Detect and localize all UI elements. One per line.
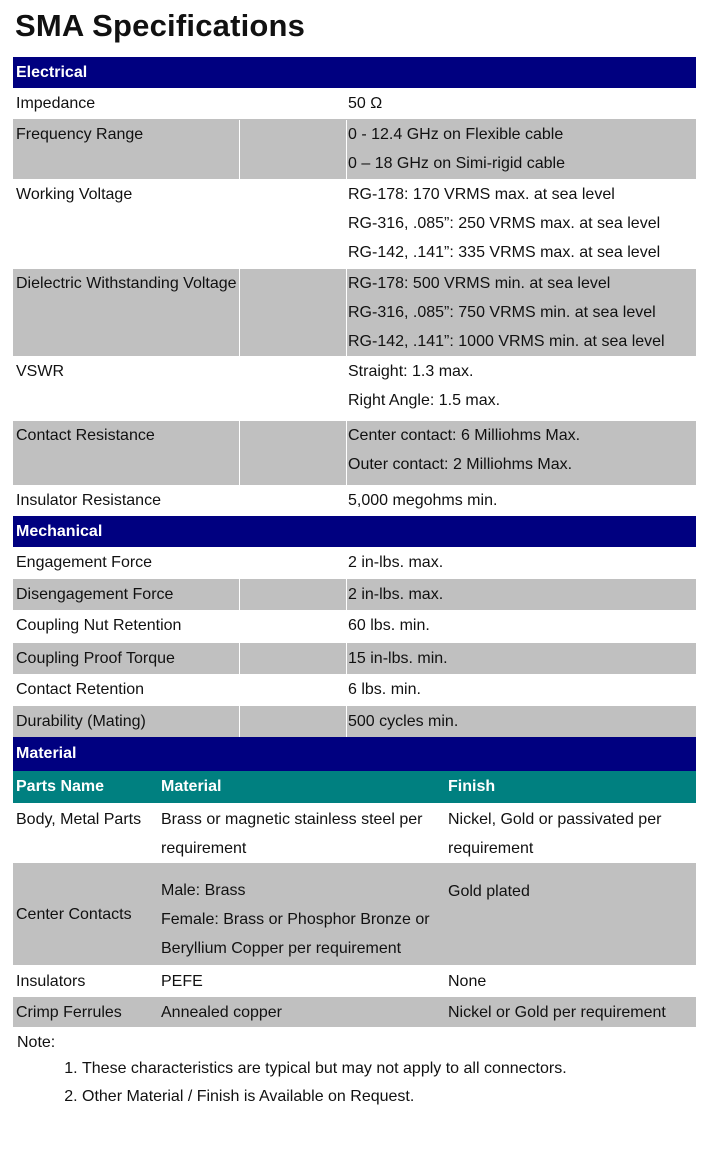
spec-label: Impedance	[16, 95, 96, 112]
spec-value: RG-316, .085”: 250 VRMS max. at sea level	[348, 215, 661, 232]
spec-row-coupling-nut-retention	[13, 610, 696, 643]
spec-label: Dielectric Withstanding Voltage	[16, 275, 237, 292]
spec-value: RG-316, .085”: 750 VRMS min. at sea level	[348, 304, 656, 321]
part-finish: Nickel or Gold per requirement	[448, 1004, 666, 1021]
spec-label: VSWR	[16, 363, 64, 380]
spec-value: RG-178: 170 VRMS max. at sea level	[348, 186, 615, 203]
notes-section	[13, 1031, 696, 1111]
note-item: 1. These characteristics are typical but may not apply to all connectors.	[82, 1055, 696, 1083]
spec-value: Outer contact: 2 Milliohms Max.	[348, 456, 573, 473]
spec-value: 5,000 megohms min.	[348, 492, 498, 509]
part-name: Center Contacts	[16, 905, 132, 923]
spec-label: Contact Retention	[16, 681, 145, 698]
notes-list	[13, 1055, 696, 1111]
spec-row-contact-resistance	[13, 421, 696, 485]
column-header-parts-name: Parts Name	[16, 778, 105, 795]
column-header-material: Material	[161, 778, 222, 795]
spec-label: Coupling Proof Torque	[16, 650, 175, 667]
part-name: Crimp Ferrules	[16, 1004, 122, 1021]
column-header-finish: Finish	[448, 778, 496, 795]
spec-value: 500 cycles min.	[348, 713, 459, 730]
part-name: Insulators	[16, 973, 86, 990]
spec-row-frequency-range	[13, 119, 696, 179]
spec-row-impedance	[13, 88, 696, 119]
material-table-header	[13, 771, 696, 803]
spec-value: RG-142, .141”: 335 VRMS max. at sea level	[348, 244, 661, 261]
spec-label: Working Voltage	[16, 186, 133, 203]
part-name: Body, Metal Parts	[16, 811, 142, 828]
spec-label: Coupling Nut Retention	[16, 617, 182, 634]
spec-row-insulator-resistance	[13, 485, 696, 516]
spec-value: 50 Ω	[348, 95, 383, 112]
part-material: PEFE	[161, 973, 203, 990]
spec-value: RG-142, .141”: 1000 VRMS min. at sea level	[348, 333, 665, 350]
spec-value: Center contact: 6 Milliohms Max.	[348, 427, 581, 444]
spec-value: 0 – 18 GHz on Simi-rigid cable	[348, 155, 565, 172]
spec-row-disengagement-force	[13, 579, 696, 610]
spec-label: Contact Resistance	[16, 427, 155, 444]
spec-row-contact-retention	[13, 674, 696, 706]
spec-value: 2 in-lbs. max.	[348, 554, 444, 571]
spec-label: Frequency Range	[16, 126, 144, 143]
material-row-crimp-ferrules	[13, 997, 696, 1027]
spec-row-durability	[13, 706, 696, 737]
page-title: SMA Specifications	[15, 8, 306, 43]
spec-value: 2 in-lbs. max.	[348, 586, 444, 603]
spec-value: 60 lbs. min.	[348, 617, 430, 634]
part-finish: None	[448, 973, 487, 990]
spec-value: 6 lbs. min.	[348, 681, 421, 698]
material-row-insulators	[13, 965, 696, 997]
material-row-center-contacts	[13, 863, 696, 965]
spec-value: 15 in-lbs. min.	[348, 650, 448, 667]
section-header-electrical: Electrical	[13, 57, 696, 88]
part-finish: Gold plated	[448, 883, 530, 900]
section-header-material: Material	[13, 737, 696, 771]
spec-row-coupling-proof-torque	[13, 643, 696, 674]
spec-label: Durability (Mating)	[16, 713, 146, 730]
section-header-mechanical: Mechanical	[13, 516, 696, 547]
spec-value: 0 - 12.4 GHz on Flexible cable	[348, 126, 564, 143]
spec-value: Right Angle: 1.5 max.	[348, 392, 501, 409]
spec-sheet	[13, 57, 696, 1111]
spec-label: Disengagement Force	[16, 586, 174, 603]
spec-row-engagement-force	[13, 547, 696, 579]
notes-label: Note:	[17, 1034, 56, 1051]
spec-row-working-voltage	[13, 179, 696, 269]
part-material: Annealed copper	[161, 1004, 282, 1021]
spec-row-vswr	[13, 356, 696, 421]
spec-label: Insulator Resistance	[16, 492, 161, 509]
spec-value: RG-178: 500 VRMS min. at sea level	[348, 275, 611, 292]
part-finish: Nickel, Gold or passivated per requirement	[448, 811, 662, 857]
note-item: 2. Other Material / Finish is Available on Request.	[82, 1083, 696, 1111]
material-row-body	[13, 803, 696, 863]
part-material: Male: Brass	[161, 882, 246, 899]
part-material: Female: Brass or Phosphor Bronze or Beryllium Copper per requirement	[161, 911, 430, 957]
part-material: Brass or magnetic stainless steel per requirement	[161, 811, 423, 857]
spec-row-dielectric-withstanding-voltage	[13, 269, 696, 356]
spec-label: Engagement Force	[16, 554, 153, 571]
spec-value: Straight: 1.3 max.	[348, 363, 474, 380]
